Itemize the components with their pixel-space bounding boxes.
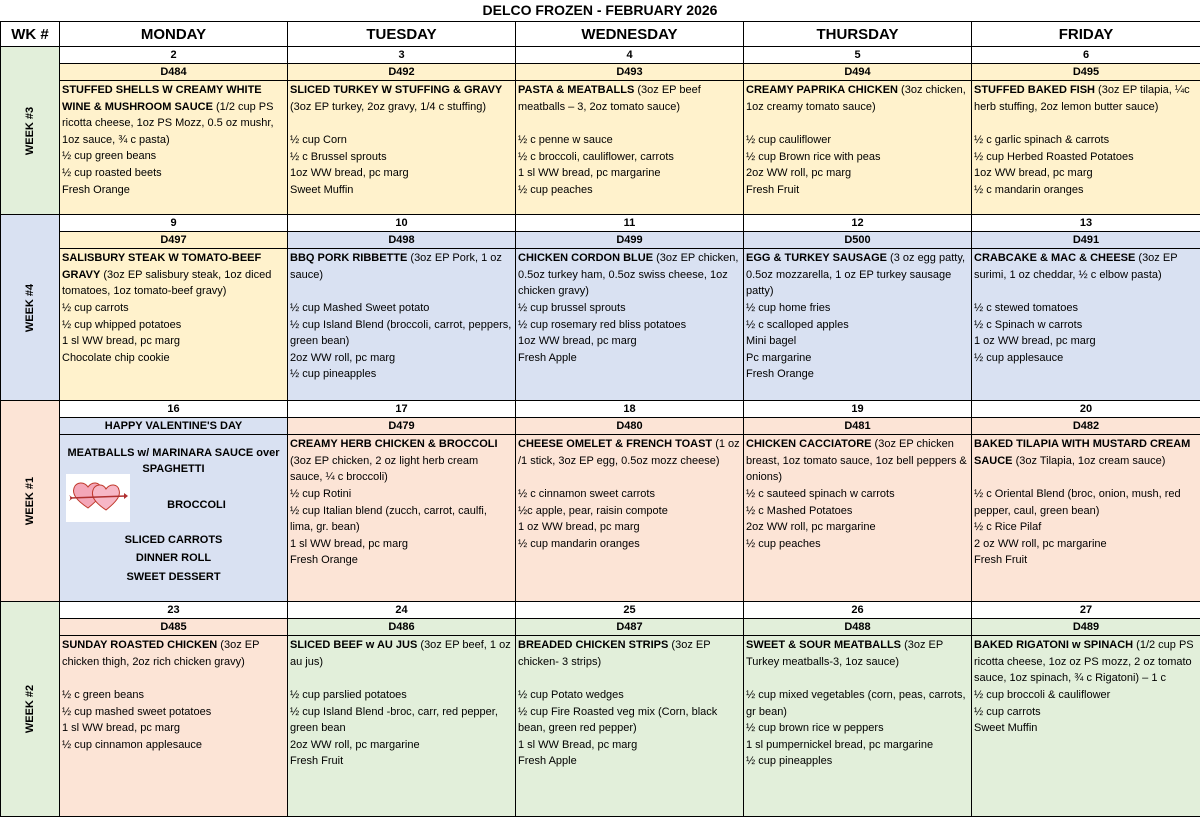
meal-side-item: 1 oz WW bread, pc marg (974, 333, 1198, 350)
meal-side-item: Sweet Muffin (290, 182, 513, 199)
date-thursday: 12 (744, 215, 972, 232)
meal-side-item: ½ cup Island Blend -broc, carr, red pepper, green bean (290, 704, 513, 737)
meal-side-item: ½ cup carrots (62, 300, 285, 317)
meal-row (1, 81, 1200, 215)
week-label-cell (1, 401, 60, 602)
menu-code-tuesday: D486 (288, 619, 516, 636)
meal-side-item: ½ cup Island Blend (broccoli, carrot, peppers, green bean) (290, 317, 513, 350)
meal-detail: (1/2 cup PS ricotta cheese, 1oz PS Mozz, 0.5 oz mushr, 1oz sauce, ¾ c pasta) (62, 101, 274, 146)
hearts-clipart-icon (66, 474, 130, 522)
meal-name: CHICKEN CORDON BLUE (518, 252, 653, 264)
meal-detail: (3 oz egg patty, 0.5oz mozzarella, 1 oz EP turkey sausage patty) (746, 252, 965, 297)
meal-row (1, 249, 1200, 401)
date-tuesday: 24 (288, 602, 516, 619)
week-label: WEEK #4 (24, 283, 36, 331)
meal-name: BREADED CHICKEN STRIPS (518, 639, 668, 651)
meal-side-item: ½ c Mashed Potatoes (746, 503, 969, 520)
meal-side-item: Sweet Muffin (974, 720, 1198, 737)
meal-side-item: 1 sl WW bread, pc marg (62, 720, 285, 737)
meal-name: SWEET & SOUR MEATBALLS (746, 639, 901, 651)
meal-description (746, 249, 969, 300)
meal-side-item: ½ cup Brown rice with peas (746, 149, 969, 166)
meal-cell-thursday (744, 249, 972, 401)
meal-side-item: ½ cup roasted beets (62, 165, 285, 182)
meal-detail: (3oz EP salisbury steak, 1oz diced tomatoes, 1oz tomato-beef gravy) (62, 269, 271, 298)
header-thursday: THURSDAY (744, 22, 972, 47)
header-row (1, 22, 1200, 47)
meal-name: BAKED TILAPIA WITH MUSTARD CREAM SAUCE (974, 438, 1190, 467)
meal-detail: (3oz EP beef meatballs – 3, 2oz tomato sauce) (518, 84, 701, 113)
meal-side-item: ½ cup Corn (290, 132, 513, 149)
meal-side-item: 1oz WW bread, pc marg (518, 333, 741, 350)
meal-name: SLICED BEEF w AU JUS (290, 639, 417, 651)
meal-name: STUFFED BAKED FISH (974, 84, 1095, 96)
meal-side-item: ½ cup Mashed Sweet potato (290, 300, 513, 317)
meal-side-item: ½ c Brussel sprouts (290, 149, 513, 166)
meal-side-item: 1 sl WW bread, pc margarine (518, 165, 741, 182)
meal-cell-thursday (744, 81, 972, 215)
meal-side-item: Fresh Apple (518, 350, 741, 367)
meal-side-item: ½ cup green beans (62, 148, 285, 165)
meal-detail: (3oz EP chicken- 3 strips) (518, 639, 710, 668)
meal-side-item: 1oz WW bread, pc marg (974, 165, 1198, 182)
meal-side-item: ½ cup mixed vegetables (corn, peas, carrots, gr bean) (746, 687, 969, 720)
meal-cell-monday (60, 249, 288, 401)
menu-code-monday: D485 (60, 619, 288, 636)
meal-side-item: ½ cup Potato wedges (518, 687, 741, 704)
menu-code-wednesday: D499 (516, 232, 744, 249)
header-wednesday: WEDNESDAY (516, 22, 744, 47)
meal-side-item: ½ cup peaches (518, 182, 741, 199)
meal-name: SUNDAY ROASTED CHICKEN (62, 639, 217, 651)
meal-side-item: Fresh Apple (518, 753, 741, 770)
meal-detail: (3oz EP chicken thigh, 2oz rich chicken gravy) (62, 639, 259, 668)
meal-side-item: ½ c Spinach w carrots (974, 317, 1198, 334)
meal-side-item: ½ cup brussel sprouts (518, 300, 741, 317)
meal-detail: (3oz EP turkey, 2oz gravy, 1/4 c stuffing) (290, 101, 486, 113)
meal-side-item: ½ cup rosemary red bliss potatoes (518, 317, 741, 334)
meal-side-item: 1oz WW bread, pc marg (290, 165, 513, 182)
valentine-menu-line: MEATBALLS w/ MARINARA SAUCE over SPAGHETTI (62, 435, 285, 477)
meal-detail: (3oz EP Turkey meatballs-3, 1oz sauce) (746, 639, 943, 668)
menu-table (0, 21, 1200, 817)
meal-side-item: 1 oz WW bread, pc marg (518, 519, 741, 536)
meal-side-item: ½ cup carrots (974, 704, 1198, 721)
meal-side-item: ½ c green beans (62, 687, 285, 704)
date-tuesday: 17 (288, 401, 516, 418)
menu-code-monday: HAPPY VALENTINE'S DAY (60, 418, 288, 435)
date-row (1, 401, 1200, 418)
meal-description (62, 81, 285, 148)
meal-name: SALISBURY STEAK W TOMATO-BEEF GRAVY (62, 252, 261, 281)
meal-name: CHICKEN CACCIATORE (746, 438, 872, 450)
week-label-cell (1, 47, 60, 215)
date-row (1, 47, 1200, 64)
header-week: WK # (1, 22, 60, 47)
meal-description (290, 435, 513, 486)
meal-side-item: Fresh Orange (290, 552, 513, 569)
menu-code-wednesday: D487 (516, 619, 744, 636)
menu-code-tuesday: D492 (288, 64, 516, 81)
meal-side-item: ½ cup Herbed Roasted Potatoes (974, 149, 1198, 166)
meal-description (746, 81, 969, 132)
menu-code-tuesday: D479 (288, 418, 516, 435)
date-row (1, 602, 1200, 619)
meal-detail: (3oz chicken, 1oz creamy tomato sauce) (746, 84, 966, 113)
meal-detail: (3oz EP tilapia, ¼c herb stuffing, 2oz lemon butter sauce) (974, 84, 1190, 113)
meal-name: CHEESE OMELET & FRENCH TOAST (518, 438, 712, 450)
valentine-menu-line: SWEET DESSERT (62, 567, 285, 586)
meal-side-item: 2oz WW roll, pc marg (290, 350, 513, 367)
meal-side-item: ½ cup peaches (746, 536, 969, 553)
meal-side-item: ½ cup home fries (746, 300, 969, 317)
date-friday: 13 (972, 215, 1200, 232)
meal-side-item: ½ c scalloped apples (746, 317, 969, 334)
meal-cell-tuesday (288, 249, 516, 401)
menu-code-friday: D495 (972, 64, 1200, 81)
meal-description (746, 435, 969, 486)
meal-cell-wednesday (516, 435, 744, 602)
meal-side-item: 2oz WW roll, pc margarine (746, 519, 969, 536)
meal-name: PASTA & MEATBALLS (518, 84, 634, 96)
meal-side-item: ½ c broccoli, cauliflower, carrots (518, 149, 741, 166)
menu-code-thursday: D488 (744, 619, 972, 636)
meal-cell-monday (60, 81, 288, 215)
meal-side-item: ½ cup cauliflower (746, 132, 969, 149)
week-label-cell (1, 602, 60, 817)
meal-detail: (1 oz /1 stick, 3oz EP egg, 0.5oz mozz cheese) (518, 438, 740, 467)
date-tuesday: 10 (288, 215, 516, 232)
menu-code-tuesday: D498 (288, 232, 516, 249)
meal-name: SLICED TURKEY W STUFFING & GRAVY (290, 84, 502, 96)
meal-side-item: Fresh Fruit (290, 753, 513, 770)
meal-cell-tuesday (288, 81, 516, 215)
meal-cell-friday (972, 636, 1200, 817)
meal-cell-wednesday (516, 249, 744, 401)
meal-side-item: ½ cup applesauce (974, 350, 1198, 367)
meal-detail: (3oz EP Pork, 1 oz sauce) (290, 252, 502, 281)
date-thursday: 19 (744, 401, 972, 418)
meal-description (974, 81, 1198, 132)
meal-cell-monday (60, 636, 288, 817)
meal-description (518, 636, 741, 687)
meal-description (746, 636, 969, 687)
meal-description (518, 249, 741, 300)
meal-detail: (3oz EP chicken, 2 oz light herb cream sauce, ¼ c broccoli) (290, 455, 478, 484)
date-friday: 20 (972, 401, 1200, 418)
date-wednesday: 25 (516, 602, 744, 619)
date-row (1, 215, 1200, 232)
meal-side-item: ½ c mandarin oranges (974, 182, 1198, 199)
meal-side-item: ½ cup parslied potatoes (290, 687, 513, 704)
meal-side-item: 1 sl pumpernickel bread, pc margarine (746, 737, 969, 754)
meal-name: CREAMY HERB CHICKEN & BROCCOLI (290, 438, 498, 450)
meal-description (518, 81, 741, 132)
page-title: DELCO FROZEN - FEBRUARY 2026 (0, 0, 1200, 21)
meal-detail: (3oz EP chicken, 0.5oz turkey ham, 0.5oz swiss cheese, 1oz chicken gravy) (518, 252, 738, 297)
meal-name: BBQ PORK RIBBETTE (290, 252, 407, 264)
code-row (1, 619, 1200, 636)
meal-description (974, 249, 1198, 300)
code-row (1, 232, 1200, 249)
meal-side-item: ½ c Oriental Blend (broc, onion, mush, red pepper, caul, green bean) (974, 486, 1198, 519)
meal-side-item: ½ cup Italian blend (zucch, carrot, caulfi, lima, gr. bean) (290, 503, 513, 536)
meal-side-item: ½ c garlic spinach & carrots (974, 132, 1198, 149)
meal-cell-friday (972, 249, 1200, 401)
meal-name: CREAMY PAPRIKA CHICKEN (746, 84, 898, 96)
date-thursday: 26 (744, 602, 972, 619)
meal-detail: (1/2 cup PS ricotta cheese, 1oz oz PS mozz, 2 oz tomato sauce, 1oz spinach, ¾ c Rigatoni) – 1 c (974, 639, 1194, 684)
date-wednesday: 4 (516, 47, 744, 64)
meal-side-item: ½ c cinnamon sweet carrots (518, 486, 741, 503)
date-wednesday: 18 (516, 401, 744, 418)
menu-code-wednesday: D480 (516, 418, 744, 435)
meal-side-item: ½ cup pineapples (746, 753, 969, 770)
valentine-menu-line: SLICED CARROTS (62, 514, 285, 549)
menu-code-thursday: D494 (744, 64, 972, 81)
meal-cell-friday (972, 81, 1200, 215)
meal-description (974, 435, 1198, 486)
meal-side-item: Fresh Orange (62, 182, 285, 199)
meal-side-item: Mini bagel (746, 333, 969, 350)
header-friday: FRIDAY (972, 22, 1200, 47)
date-monday: 23 (60, 602, 288, 619)
meal-detail: (3oz Tilapia, 1oz cream sauce) (1013, 455, 1166, 467)
meal-side-item: Fresh Orange (746, 366, 969, 383)
meal-description (290, 249, 513, 300)
meal-side-item: ½ cup Fire Roasted veg mix (Corn, black bean, green red pepper) (518, 704, 741, 737)
menu-code-monday: D497 (60, 232, 288, 249)
date-monday: 9 (60, 215, 288, 232)
menu-code-friday: D482 (972, 418, 1200, 435)
menu-code-monday: D484 (60, 64, 288, 81)
meal-side-item: ½ cup brown rice w peppers (746, 720, 969, 737)
meal-description (62, 636, 285, 687)
valentine-menu-line: BROCCOLI (62, 477, 285, 514)
meal-side-item: 2oz WW roll, pc margarine (290, 737, 513, 754)
valentine-menu-line: DINNER ROLL (62, 548, 285, 567)
meal-side-item: ½ c stewed tomatoes (974, 300, 1198, 317)
meal-detail: (3oz EP chicken breast, 1oz tomato sauce, 1oz bell peppers & onions) (746, 438, 967, 483)
meal-description (62, 249, 285, 300)
meal-name: STUFFED SHELLS W CREAMY WHITE WINE & MUSHROOM SAUCE (62, 84, 262, 113)
meal-side-item: Fresh Fruit (746, 182, 969, 199)
date-friday: 27 (972, 602, 1200, 619)
meal-cell-wednesday (516, 636, 744, 817)
date-monday: 2 (60, 47, 288, 64)
meal-side-item: ½ cup Rotini (290, 486, 513, 503)
meal-cell-tuesday (288, 636, 516, 817)
meal-side-item: 1 sl WW bread, pc marg (290, 536, 513, 553)
meal-side-item: Fresh Fruit (974, 552, 1198, 569)
week-label: WEEK #1 (24, 477, 36, 525)
meal-side-item: ½ c Rice Pilaf (974, 519, 1198, 536)
date-friday: 6 (972, 47, 1200, 64)
meal-side-item: Pc margarine (746, 350, 969, 367)
meal-detail: (3oz EP surimi, 1 oz cheddar, ½ c elbow pasta) (974, 252, 1177, 281)
header-monday: MONDAY (60, 22, 288, 47)
meal-side-item: ½ cup cinnamon applesauce (62, 737, 285, 754)
meal-description (290, 636, 513, 687)
code-row (1, 418, 1200, 435)
date-tuesday: 3 (288, 47, 516, 64)
date-thursday: 5 (744, 47, 972, 64)
meal-cell-wednesday (516, 81, 744, 215)
meal-cell-thursday (744, 636, 972, 817)
menu-code-friday: D491 (972, 232, 1200, 249)
meal-side-item: ½ cup mashed sweet potatoes (62, 704, 285, 721)
meal-cell-tuesday (288, 435, 516, 602)
meal-row (1, 435, 1200, 602)
week-label-cell (1, 215, 60, 401)
meal-side-item: ½ cup pineapples (290, 366, 513, 383)
meal-name: EGG & TURKEY SAUSAGE (746, 252, 887, 264)
meal-detail: (3oz EP beef, 1 oz au jus) (290, 639, 511, 668)
menu-code-friday: D489 (972, 619, 1200, 636)
meal-side-item: 1 sl WW Bread, pc marg (518, 737, 741, 754)
meal-cell-thursday (744, 435, 972, 602)
meal-description (518, 435, 741, 486)
date-wednesday: 11 (516, 215, 744, 232)
header-tuesday: TUESDAY (288, 22, 516, 47)
meal-side-item: 2 oz WW roll, pc margarine (974, 536, 1198, 553)
code-row (1, 64, 1200, 81)
meal-side-item: ½ cup broccoli & cauliflower (974, 687, 1198, 704)
meal-side-item: ½c apple, pear, raisin compote (518, 503, 741, 520)
menu-code-wednesday: D493 (516, 64, 744, 81)
meal-side-item: Chocolate chip cookie (62, 350, 285, 367)
meal-side-item: ½ cup whipped potatoes (62, 317, 285, 334)
week-label: WEEK #3 (24, 106, 36, 154)
meal-side-item: ½ c sauteed spinach w carrots (746, 486, 969, 503)
week-label: WEEK #2 (24, 685, 36, 733)
meal-side-item: 1 sl WW bread, pc marg (62, 333, 285, 350)
meal-side-item: ½ c penne w sauce (518, 132, 741, 149)
meal-side-item: ½ cup mandarin oranges (518, 536, 741, 553)
meal-side-item: 2oz WW roll, pc marg (746, 165, 969, 182)
date-monday: 16 (60, 401, 288, 418)
meal-cell-friday (972, 435, 1200, 602)
menu-code-thursday: D481 (744, 418, 972, 435)
meal-name: CRABCAKE & MAC & CHEESE (974, 252, 1135, 264)
meal-description (290, 81, 513, 132)
menu-code-thursday: D500 (744, 232, 972, 249)
meal-name: BAKED RIGATONI w SPINACH (974, 639, 1133, 651)
meal-row (1, 636, 1200, 817)
meal-description (974, 636, 1198, 687)
